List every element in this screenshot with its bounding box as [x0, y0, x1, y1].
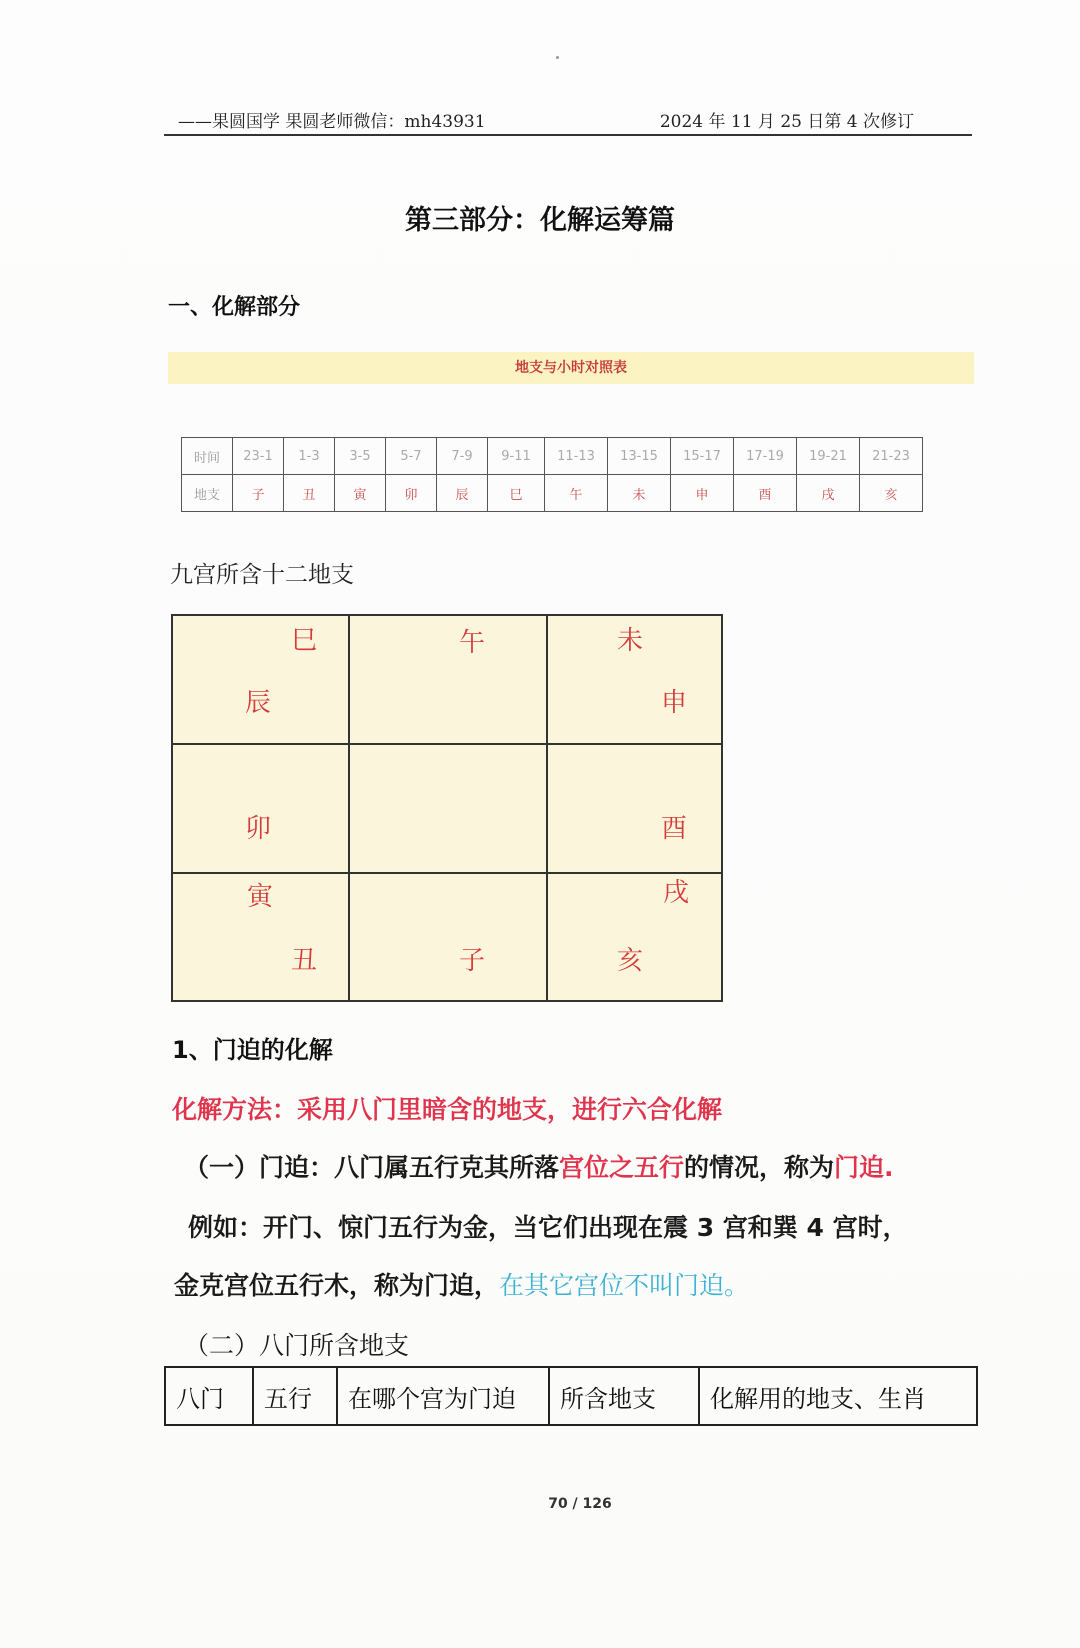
method-line: 化解方法：采用八门里暗含的地支，进行六合化解: [172, 1095, 723, 1124]
branch-wei: 未: [617, 626, 644, 656]
branch-cell: 亥: [860, 475, 923, 512]
branch-cell: 寅: [335, 475, 386, 512]
header-revision-date: 2024 年 11 月 25 日第 4 次修订: [659, 112, 914, 132]
hour-cell: 1-3: [284, 438, 335, 475]
branches-row: [182, 475, 923, 512]
branch-xu: 戌: [663, 878, 690, 908]
branch-cell: 辰: [437, 475, 488, 512]
branch-cell: 子: [233, 475, 284, 512]
branch-cell: 戌: [797, 475, 860, 512]
definition-term: 门迫.: [834, 1153, 894, 1182]
hour-cell: 15-17: [671, 438, 734, 475]
scan-dot: [556, 56, 559, 59]
page-header: [164, 104, 972, 136]
paragraph-example: 例如：开门、惊门五行为金，当它们出现在震 3 宫和巽 4 宫时，: [188, 1213, 908, 1242]
branch-zi: 子: [459, 946, 486, 976]
grid-line: [348, 616, 350, 1000]
paragraph-example-cont: [174, 1266, 749, 1302]
branch-chou: 丑: [291, 946, 318, 976]
hour-cell: 9-11: [488, 438, 545, 475]
nine-palace-caption: 九宫所含十二地支: [170, 562, 354, 588]
hour-cell: 7-9: [437, 438, 488, 475]
definition-text: （一）门迫：八门属五行克其所落: [184, 1153, 560, 1182]
hour-cell: 17-19: [734, 438, 797, 475]
branch-cell: 卯: [386, 475, 437, 512]
branch-chen: 辰: [245, 688, 272, 718]
eight-gates-table: [164, 1366, 978, 1426]
branch-you: 酉: [661, 814, 688, 844]
hour-cell: 19-21: [797, 438, 860, 475]
example-text: 金克宫位五行木，称为门迫，: [174, 1271, 500, 1300]
page-number: 70 / 126: [548, 1496, 612, 1512]
hour-cell: 3-5: [335, 438, 386, 475]
branch-yin: 寅: [247, 882, 274, 912]
hour-branch-table: [181, 437, 923, 512]
subsection-heading: 1、门迫的化解: [172, 1036, 333, 1064]
branch-shen: 申: [661, 688, 688, 718]
header-left-text: ——果圆国学 果圆老师微信：mh43931: [178, 112, 486, 132]
hour-cell: 5-7: [386, 438, 437, 475]
branch-cell: 酉: [734, 475, 797, 512]
column-header: 在哪个宫为门迫: [337, 1367, 549, 1425]
hour-cell: 21-23: [860, 438, 923, 475]
column-header: 化解用的地支、生肖: [699, 1367, 977, 1425]
table-header-row: [165, 1367, 977, 1425]
section-heading: 一、化解部分: [168, 295, 301, 320]
hour-cell: 23-1: [233, 438, 284, 475]
subheading-gates: （二）八门所含地支: [184, 1331, 410, 1360]
paragraph-definition: [184, 1148, 894, 1184]
definition-text: 的情况，称为: [684, 1153, 835, 1182]
grid-line: [546, 616, 548, 1000]
branch-si: 巳: [291, 626, 318, 656]
nine-palace-grid: [171, 614, 723, 1002]
branch-cell: 未: [608, 475, 671, 512]
definition-highlight: 宫位之五行: [559, 1153, 685, 1182]
branch-wu: 午: [459, 628, 486, 658]
branch-cell: 午: [545, 475, 608, 512]
example-note: 在其它宫位不叫门迫。: [499, 1271, 750, 1300]
column-header: 八门: [165, 1367, 253, 1425]
branch-mao: 卯: [245, 814, 272, 844]
hours-row: [182, 438, 923, 475]
branch-cell: 丑: [284, 475, 335, 512]
branch-hai: 亥: [617, 946, 644, 976]
column-header: 所含地支: [549, 1367, 699, 1425]
grid-line: [173, 743, 721, 745]
column-header: 五行: [253, 1367, 337, 1425]
grid-line: [173, 872, 721, 874]
branch-cell: 申: [671, 475, 734, 512]
table-banner: 地支与小时对照表: [168, 352, 974, 384]
part-title: 第三部分：化解运筹篇: [405, 205, 675, 236]
branches-label: 地支: [182, 475, 233, 512]
branch-cell: 巳: [488, 475, 545, 512]
hour-cell: 13-15: [608, 438, 671, 475]
hours-label: 时间: [182, 438, 233, 475]
hour-cell: 11-13: [545, 438, 608, 475]
